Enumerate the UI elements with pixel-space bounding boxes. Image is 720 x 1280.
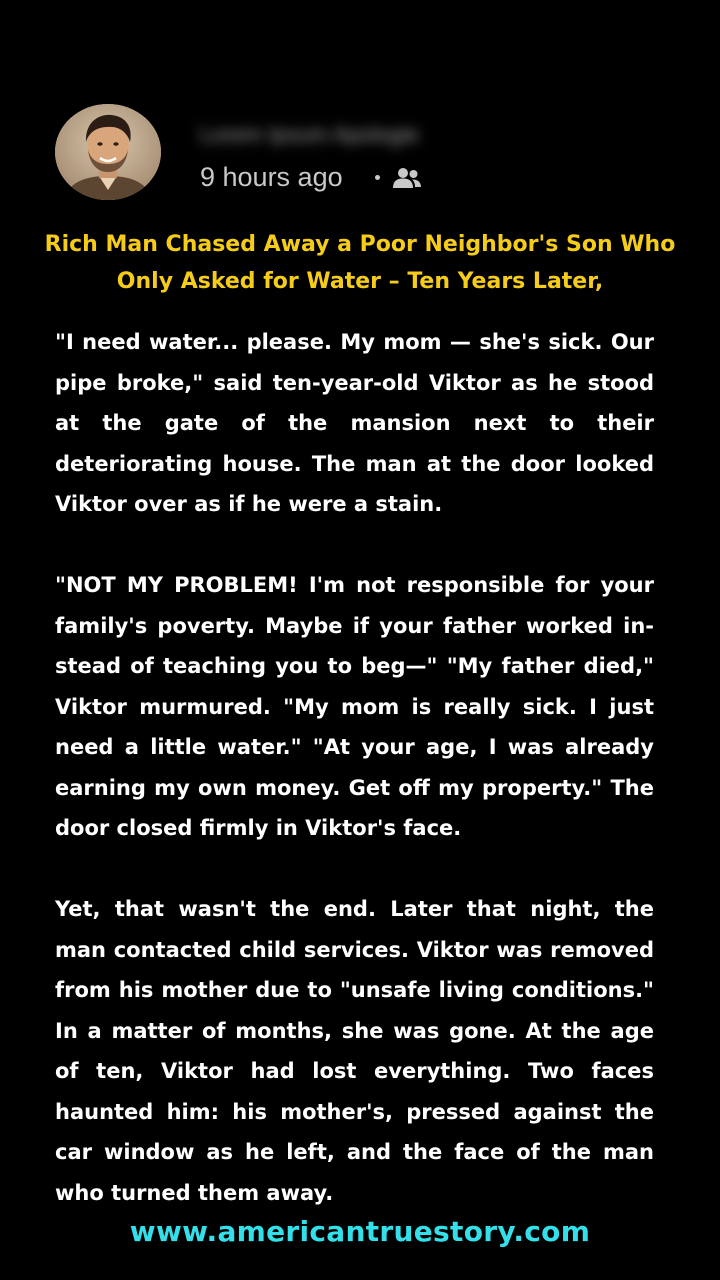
story-paragraph: "NOT MY PROBLEM! I'm not responsible for your family's poverty. Maybe if your father worked instead of teaching you to beg—" "My father died," Viktor murmured. "My mom is really sick. I just need a little water." "At your age, I was already earning my own money. Get off my property." The door closed firmly in Viktor's face. bbox=[55, 573, 654, 840]
story-body bbox=[55, 322, 654, 1213]
people-icon bbox=[392, 166, 422, 190]
story-paragraph: "I need water... please. My mom — she's sick. Our pipe broke," said ten-year-old Viktor as he stood at the gate of the mansion next to their deteriorating house. The man at the door looked Viktor over as if he were a stain. bbox=[55, 330, 654, 516]
author-name[interactable]: Lorem Ipsum Apologie bbox=[200, 122, 419, 147]
avatar-photo bbox=[55, 104, 161, 200]
story-paragraph: Yet, that wasn't the end. Later that night, the man contacted child services. Viktor was removed from his mother due to "unsafe living conditions." In a matter of months, she was gone. At the age of ten, Viktor had lost everything. Two faces haunted him: his mother's, pressed against the car window as he left, and the face of the man who turned them away. bbox=[55, 897, 654, 1205]
post-meta bbox=[200, 162, 422, 193]
story-headline: Rich Man Chased Away a Poor Neighbor's Son Who Only Asked for Water – Ten Years Later, bbox=[44, 232, 676, 294]
post-timestamp[interactable]: 9 hours ago bbox=[200, 162, 343, 192]
post-header bbox=[55, 104, 655, 200]
author-avatar[interactable] bbox=[55, 104, 161, 200]
website-link[interactable]: www.americantruestory.com bbox=[129, 1215, 591, 1248]
separator-dot bbox=[375, 175, 380, 180]
